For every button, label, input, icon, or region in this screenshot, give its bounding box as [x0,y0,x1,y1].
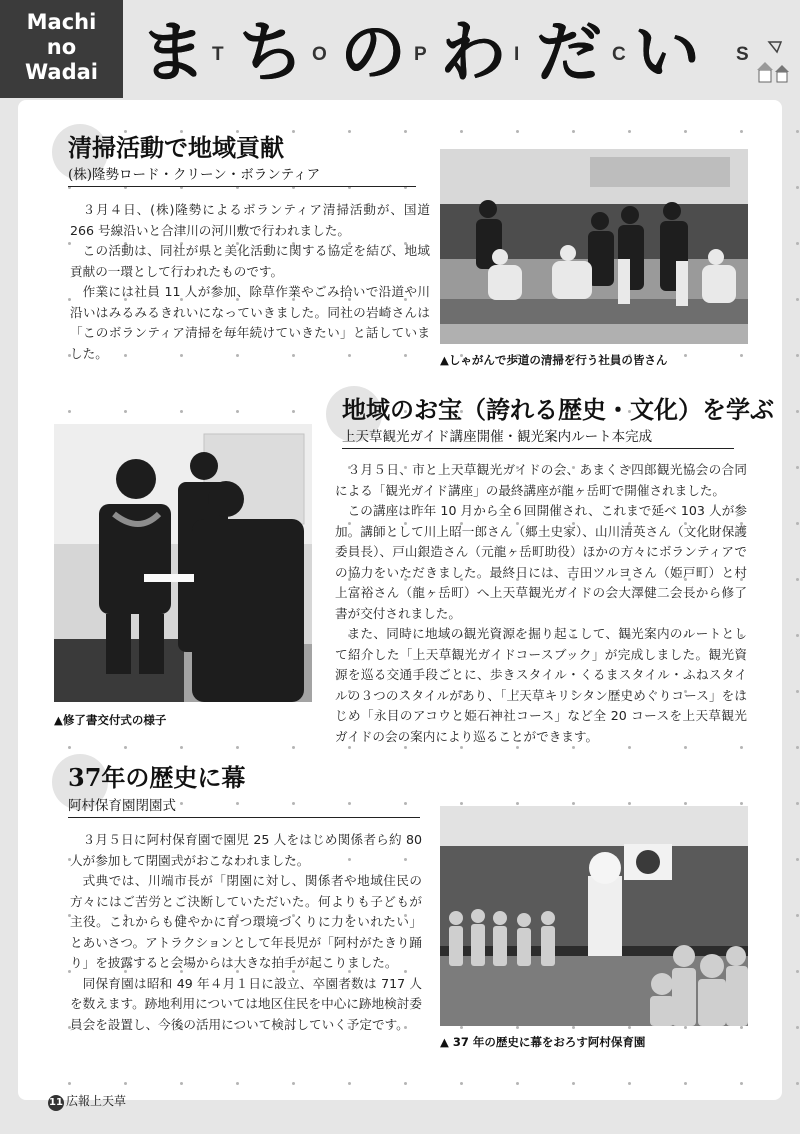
article2-photo-caption: ▲修了書交付式の様子 [54,713,167,727]
decor-dot [404,1082,407,1085]
article2-title: 地域のお宝（誇れる歴史・文化）を学ぶ [342,395,774,424]
decor-dot [628,802,631,805]
decor-dot [740,1082,743,1085]
decor-dot [740,1026,743,1029]
decor-dot [292,1082,295,1085]
article3-body [70,830,422,1035]
decor-dot [516,802,519,805]
decor-dot [796,802,799,805]
decor-dot [796,242,799,245]
decor-dot [628,1026,631,1029]
decor-dot [68,746,71,749]
header-kana: い [634,14,700,91]
decor-dot [684,354,687,357]
header-topic-letter: T [212,44,224,65]
header-kana: の [340,14,406,91]
decor-dot [796,354,799,357]
decor-dot [796,690,799,693]
paragraph: また、同時に地域の観光資源を掘り起こして、観光案内のルートとして紹介した「上天草観光ガイドコースブック」が完成しました。観光資源を巡る交通手段ごとに、歩きスタイル・くるまスタイル・ふねスタイルの３つのスタイルがあり、「上天草キリシタン歴史めぐりコース」をはじめ「永目のアコウと姫石神社コース」など全 20 コースを上天草観光ガイドの会の案内により巡ることができます。 [335,626,747,744]
tag-line: Machi [26,10,97,34]
decor-dot [404,130,407,133]
header-kana: ま [140,14,206,91]
decor-dot [180,1082,183,1085]
page-footer [48,1092,126,1111]
decor-dot [740,354,743,357]
decor-dot [460,802,463,805]
decor-dot [124,1082,127,1085]
decor-dot [796,914,799,917]
decor-dot [68,1082,71,1085]
decor-dot [684,802,687,805]
article3-title: 37年の歴史に幕 [68,763,246,792]
decor-dot [460,130,463,133]
header-topic-letter: P [414,44,427,65]
decor-dot [68,410,71,413]
decor-dot [236,410,239,413]
header-topic-letter: S [736,44,749,65]
decor-dot [236,1082,239,1085]
header-kana: だ [536,14,602,91]
decor-dot [796,634,799,637]
decor-dot [572,130,575,133]
paragraph: 同保育園は昭和 49 年４月１日に設立、卒園者数は 717 人を数えます。跡地利用については地区住民を中心に跡地検討委員会を設置し、今後の活用について検討していく予定です。 [70,975,422,1032]
decor-dot [796,186,799,189]
header-kana: わ [440,14,506,91]
decor-dot [796,1026,799,1029]
decor-dot [628,130,631,133]
decor-dot [628,1082,631,1085]
decor-dot [516,1026,519,1029]
article3-photo-caption: ▲ 37 年の歴史に幕をおろす阿村保育園 [440,1035,646,1049]
house-illustration-icon [755,30,800,90]
decor-dot [684,1082,687,1085]
decor-dot [292,410,295,413]
decor-dot [180,746,183,749]
decor-dot [796,410,799,413]
header-kana: ち [238,14,304,91]
paragraph: 式典では、川端市長が「閉園に対し、関係者や地域住民の方々にはご苦労とご決断していただいた。何よりも子どもが主役。これからも健やかに育つ環境づくりに力をいれたい」とあいさつ。アトラクションとして年長児が「阿村がたきり踊り」を披露すると会場からは大きな拍手が起こりました。 [70,873,422,970]
decor-dot [516,1082,519,1085]
certificate-ceremony-photo [54,424,312,702]
paragraph: ３月５日、市と上天草観光ガイドの会、あまくさ四郎観光協会の合同による「観光ガイド講座」の最終講座が龍ヶ岳町で開催されました。 [335,462,747,498]
article2-subtitle: 上天草観光ガイド講座開催・観光案内ルート本完成 [342,425,734,449]
decor-dot [796,970,799,973]
decor-dot [572,802,575,805]
decor-dot [348,130,351,133]
paragraph: この活動は、同社が県と美化活動に関する協定を結び、地域貢献の一環として行われたものです。 [70,243,430,279]
decor-dot [124,410,127,413]
article2-body [335,460,747,747]
header-topic-letter: C [612,44,626,65]
decor-dot [124,746,127,749]
article3-subtitle: 阿村保育園閉園式 [68,794,420,818]
decor-dot [180,410,183,413]
decor-dot [796,298,799,301]
decor-dot [292,746,295,749]
header-topic-letter: O [312,44,327,65]
decor-dot [684,1026,687,1029]
decor-dot [796,1082,799,1085]
paragraph: 作業には社員 11 人が参加、除草作業やごみ拾いで沿道や川沿いはみるみるきれいになっていきました。同社の岩崎さんは「このボランティア清掃を毎年続けていきたい」と話していました。 [70,284,430,361]
decor-dot [460,1026,463,1029]
decor-dot [572,1082,575,1085]
decor-dot [684,130,687,133]
article1-photo-caption: ▲しゃがんで歩道の清掃を行う社員の皆さん [440,353,668,367]
article1-subtitle: (株)隆勢ロード・クリーン・ボランティア [68,163,416,187]
cleanup-photo [440,149,748,344]
decor-dot [572,1026,575,1029]
page-number: 11 [48,1095,64,1111]
decor-dot [740,130,743,133]
decor-dot [516,130,519,133]
tag-line: no [46,35,77,59]
paragraph: この講座は昨年 10 月から全６回開催され、これまで延べ 103 人が参加。講師として川上昭一郎さん（郷土史家）、山川清英さん（文化財保護委員長）、戸山銀造さん（元龍ヶ岳町助役）ほかの方々にボランティアでの協力をいただきました。最終日には、吉田ツルヨさん（姫戸町）と村上富裕さん（龍ヶ岳町）へ上天草観光ガイドの会大澤健二会長から修了書が交付されました。 [335,503,747,621]
article1-body [70,200,430,364]
decor-dot [796,746,799,749]
closing-ceremony-photo [440,806,748,1026]
decor-dot [796,522,799,525]
decor-dot [740,802,743,805]
paragraph: ３月４日、(株)隆勢によるボランティア清掃活動が、国道 266 号線沿いと合津川の河川敷で行われました。 [70,202,430,238]
tag-line: Wadai [25,60,98,84]
header-topic-letter: I [514,44,520,65]
publication-name: 広報上天草 [66,1094,127,1108]
decor-dot [460,1082,463,1085]
decor-dot [292,130,295,133]
decor-dot [796,466,799,469]
article1-title: 清掃活動で地域貢献 [68,133,284,162]
decor-dot [796,578,799,581]
decor-dot [236,746,239,749]
section-tag [0,0,123,98]
decor-dot [348,1082,351,1085]
decor-dot [796,858,799,861]
paragraph: ３月５日に阿村保育園で園児 25 人をはじめ関係者ら約 80 人が参加して閉園式がおこなわれました。 [70,832,422,868]
decor-dot [796,130,799,133]
